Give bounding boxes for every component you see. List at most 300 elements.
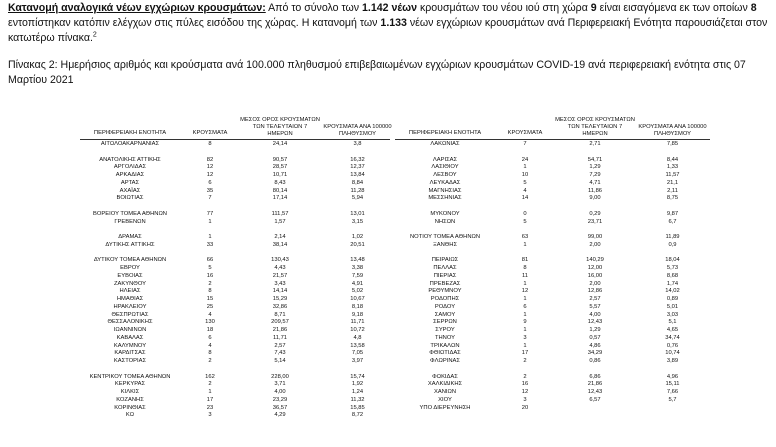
- table-row: [395, 257, 710, 263]
- region-name: ΠΕΙΡΑΙΩΣ: [431, 257, 459, 264]
- region-name: ΜΑΓΝΗΣΙΑΣ: [428, 187, 462, 194]
- table-row: [395, 405, 710, 411]
- region-name: ΚΙΛΚΙΣ: [120, 389, 140, 395]
- per-100k-cell: 8,18: [351, 303, 364, 310]
- seven-day-avg-cell: 4,86: [589, 342, 601, 349]
- region-name: ΜΕΣΣΗΝΙΑΣ: [428, 195, 462, 202]
- table-row: [80, 188, 395, 194]
- table-row: [80, 234, 395, 240]
- table-row: [80, 397, 395, 403]
- seven-day-avg-cell: 24,14: [272, 141, 288, 147]
- region-name: ΣΑΜΟΥ: [434, 311, 456, 318]
- table-row: [80, 257, 395, 263]
- seven-day-avg-cell: 5,14: [274, 358, 286, 364]
- seven-day-avg-cell: 54,71: [587, 156, 603, 163]
- table-row: [80, 296, 395, 302]
- table-row: [395, 180, 710, 186]
- per-100k-cell: 9,18: [351, 311, 364, 318]
- table-row: [80, 381, 395, 387]
- per-100k-cell: 4,8: [353, 334, 362, 341]
- region-name: ΑΝΑΤΟΛΙΚΗΣ ΑΤΤΙΚΗΣ: [99, 156, 161, 163]
- table-row: [80, 288, 395, 294]
- cases-cell: 1: [523, 311, 527, 318]
- cases-cell: 1: [208, 389, 212, 395]
- table-row: [395, 265, 710, 271]
- seven-day-avg-cell: 99,00: [587, 234, 603, 240]
- cases-cell: 1: [208, 218, 212, 225]
- region-name: ΠΙΕΡΙΑΣ: [433, 272, 457, 279]
- cases-cell: 1: [523, 327, 527, 333]
- intro-text-2: κρουσμάτων του νέου ιού στη χώρα: [417, 2, 591, 14]
- seven-day-avg-cell: 28,57: [272, 164, 288, 171]
- table-row: [395, 242, 710, 248]
- per-100k-cell: 8,68: [666, 272, 679, 279]
- cases-cell: 24: [521, 156, 529, 163]
- seven-day-avg-cell: 4,71: [589, 179, 601, 186]
- table-row: [80, 350, 395, 356]
- region-name: ΘΕΣΣΑΛΟΝΙΚΗΣ: [107, 319, 153, 326]
- per-100k-cell: 0,9: [668, 241, 677, 248]
- header-per100k-line-1: ΚΡΟΥΣΜΑΤΑ ΑΝΑ 100000: [638, 124, 707, 130]
- cases-cell: 4: [208, 342, 212, 349]
- cases-cell: 15: [206, 296, 214, 302]
- region-name: ΚΕΝΤΡΙΚΟΥ ΤΟΜΕΑ ΑΘΗΝΩΝ: [89, 373, 171, 380]
- cases-cell: 17: [206, 396, 214, 403]
- seven-day-avg-cell: 17,14: [272, 195, 288, 202]
- intro-text-4: εντοπίστηκαν κατόπιν ελέγχων στις πύλες εισόδου της χώρας. Η κατανομή των: [8, 17, 381, 30]
- per-100k-cell: 13,01: [350, 210, 365, 217]
- per-100k-cell: 0,76: [666, 342, 679, 349]
- per-100k-cell: 1,92: [351, 381, 364, 388]
- seven-day-avg-cell: 10,71: [272, 172, 288, 178]
- region-name: ΕΥΒΟΙΑΣ: [117, 272, 143, 279]
- seven-day-avg-cell: 6,57: [589, 396, 601, 403]
- seven-day-avg-cell: 16,00: [587, 272, 603, 279]
- per-100k-cell: 2,11: [667, 187, 678, 194]
- seven-day-avg-cell: 0,86: [589, 358, 601, 364]
- per-100k-cell: 0,89: [666, 296, 679, 302]
- per-100k-cell: 8,44: [666, 156, 679, 163]
- table-caption: Πίνακας 2: Ημερήσιος αριθμός και κρούσματα ανά 100.000 πληθυσμού επιβεβαιωμένων εγχώριων κρουσμάτων COVID-19 ανά περιφερειακή ενότητα στις 07 Μαρτίου 2021: [8, 59, 746, 86]
- per-100k-cell: 8,84: [351, 179, 364, 186]
- cases-cell: 77: [206, 210, 214, 217]
- cases-cell: 162: [205, 373, 215, 380]
- seven-day-avg-cell: 2,57: [589, 296, 601, 302]
- header-cases: ΚΡΟΥΣΜΑΤΑ: [192, 130, 228, 136]
- table-row: [395, 234, 710, 240]
- cases-cell: 16: [521, 381, 529, 388]
- region-name: ΞΑΝΘΗΣ: [432, 241, 458, 248]
- cases-cell: 3: [523, 396, 527, 403]
- table-row: [395, 281, 710, 287]
- intro-text-1: Από το σύνολο των: [265, 2, 363, 14]
- cases-cell: 9: [523, 319, 527, 326]
- seven-day-avg-cell: 5,57: [589, 303, 601, 310]
- cases-cell: 35: [206, 187, 214, 194]
- per-100k-cell: 20,51: [350, 241, 365, 248]
- seven-day-avg-cell: 3,43: [274, 280, 286, 287]
- header-per100k-line-1: ΚΡΟΥΣΜΑΤΑ ΑΝΑ 100000: [323, 124, 392, 130]
- region-name: ΗΛΕΙΑΣ: [119, 288, 141, 295]
- table-row: [395, 211, 710, 217]
- per-100k-cell: 10,67: [350, 296, 365, 302]
- region-name: ΡΟΔΟΥ: [434, 303, 456, 310]
- cases-cell: 1: [208, 234, 212, 240]
- cases-cell: 2: [208, 381, 212, 388]
- per-100k-cell: 1,33: [666, 164, 679, 171]
- region-name: ΦΛΩΡΙΝΑΣ: [430, 358, 460, 364]
- region-name: ΧΑΝΙΩΝ: [433, 389, 457, 395]
- region-name: ΑΡΤΑΣ: [120, 179, 140, 186]
- table-row: [395, 172, 710, 178]
- cases-cell: 23: [206, 404, 214, 411]
- per-100k-cell: 1,02: [351, 234, 364, 240]
- region-name: ΚΑΒΑΛΑΣ: [116, 334, 144, 341]
- region-name: ΓΡΕΒΕΝΩΝ: [114, 218, 146, 225]
- seven-day-avg-cell: 2,14: [274, 234, 286, 240]
- region-name: ΛΑΡΙΣΑΣ: [432, 156, 458, 163]
- region-name: ΛΑΣΙΘΙΟΥ: [431, 164, 459, 171]
- table-row: [80, 405, 395, 411]
- per-100k-cell: 16,32: [350, 156, 365, 163]
- seven-day-avg-cell: 4,00: [274, 389, 286, 395]
- per-100k-cell: 1,24: [351, 389, 364, 395]
- cases-cell: 7: [523, 141, 527, 147]
- region-name: ΣΕΡΡΩΝ: [433, 319, 457, 326]
- header-unit: ΠΕΡΙΦΕΡΕΙΑΚΗ ΕΝΟΤΗΤΑ: [93, 130, 167, 136]
- region-name: ΡΟΔΟΠΗΣ: [430, 296, 460, 302]
- table-row: [80, 327, 395, 333]
- imported-count: 9: [590, 2, 597, 14]
- per-100k-cell: 15,11: [665, 381, 680, 388]
- per-100k-cell: 7,59: [351, 272, 364, 279]
- seven-day-avg-cell: 14,14: [272, 288, 288, 295]
- cases-cell: 5: [208, 265, 212, 271]
- seven-day-avg-cell: 1,29: [589, 164, 601, 171]
- cases-cell: 11: [521, 272, 529, 279]
- region-name: ΛΕΥΚΑΔΑΣ: [429, 179, 461, 186]
- region-name: ΥΠΟ ΔΙΕΡΕΥΝΗΣΗ: [419, 404, 471, 411]
- per-100k-cell: 9,87: [666, 210, 679, 217]
- cases-cell: 8: [208, 288, 212, 295]
- seven-day-avg-cell: 21,86: [587, 381, 603, 388]
- header-avg-line-2: ΤΩΝ ΤΕΛΕΥΤΑΙΩΝ 7: [252, 124, 308, 130]
- region-name: ΙΩΑΝΝΙΝΩΝ: [113, 327, 147, 333]
- cases-cell: 82: [206, 156, 214, 163]
- seven-day-avg-cell: 8,43: [274, 179, 286, 186]
- per-100k-cell: 21,1: [666, 179, 679, 186]
- cases-cell: 20: [521, 404, 529, 411]
- table-row: [395, 296, 710, 302]
- seven-day-avg-cell: 209,57: [271, 319, 289, 326]
- seven-day-avg-cell: 36,57: [272, 404, 288, 411]
- cases-cell: 7: [208, 195, 212, 202]
- per-100k-cell: 8,75: [666, 195, 679, 202]
- footnote-mark: 2: [92, 31, 97, 39]
- seven-day-avg-cell: 3,71: [274, 381, 286, 388]
- region-name: ΛΕΣΒΟΥ: [433, 172, 457, 178]
- per-100k-cell: 3,89: [666, 358, 679, 364]
- header-divider-left: [80, 139, 390, 140]
- per-100k-cell: 13,48: [350, 257, 365, 264]
- table-row: [80, 172, 395, 178]
- per-100k-cell: 4,96: [666, 373, 679, 380]
- region-name: ΧΙΟΥ: [438, 396, 452, 403]
- seven-day-avg-cell: 228,00: [271, 373, 289, 380]
- header-per100k-line-2: ΠΛΗΘΥΣΜΟΥ: [338, 131, 377, 137]
- per-100k-cell: 7,66: [666, 389, 679, 395]
- seven-day-avg-cell: 38,14: [272, 241, 288, 248]
- table-row: [395, 312, 710, 318]
- table-row: [395, 319, 710, 325]
- region-name: ΒΟΡΕΙΟΥ ΤΟΜΕΑ ΑΘΗΝΩΝ: [93, 210, 167, 217]
- per-100k-cell: 11,28: [350, 187, 365, 194]
- region-name: ΑΧΑΪΑΣ: [119, 187, 141, 194]
- per-100k-cell: 10,74: [665, 350, 680, 357]
- table-row: [80, 281, 395, 287]
- cases-cell: 8: [523, 265, 527, 271]
- cases-cell: 1: [523, 280, 527, 287]
- seven-day-avg-cell: 21,57: [272, 272, 288, 279]
- per-100k-cell: 34,74: [665, 334, 680, 341]
- region-name: ΛΑΚΩΝΙΑΣ: [430, 141, 460, 147]
- cases-cell: 1: [523, 164, 527, 171]
- per-100k-cell: 5,73: [666, 265, 679, 271]
- cases-cell: 1: [523, 241, 527, 248]
- cases-cell: 14: [521, 195, 529, 202]
- region-name: ΖΑΚΥΝΘΟΥ: [113, 280, 147, 287]
- region-name: ΕΒΡΟΥ: [120, 265, 140, 271]
- per-100k-cell: 5,94: [351, 195, 364, 202]
- region-name: ΤΡΙΚΑΛΩΝ: [430, 342, 460, 349]
- cases-cell: 130: [205, 319, 215, 326]
- seven-day-avg-cell: 12,00: [587, 265, 603, 271]
- header-avg-line-1: ΜΕΣΟΣ ΟΡΟΣ ΚΡΟΥΣΜΑΤΩΝ: [240, 117, 320, 123]
- region-name: ΚΑΡΔΙΤΣΑΣ: [114, 350, 146, 357]
- table-row: [395, 304, 710, 310]
- seven-day-avg-cell: 80,14: [272, 187, 288, 194]
- per-100k-cell: 13,84: [350, 172, 365, 178]
- seven-day-avg-cell: 2,57: [274, 342, 286, 349]
- header-unit: ΠΕΡΙΦΕΡΕΙΑΚΗ ΕΝΟΤΗΤΑ: [408, 130, 482, 136]
- region-name: ΠΕΛΛΑΣ: [433, 265, 457, 271]
- per-100k-cell: 7,85: [666, 141, 679, 147]
- intro-paragraph: [8, 1, 768, 47]
- cases-cell: 3: [523, 334, 527, 341]
- header-per100k-line-2: ΠΛΗΘΥΣΜΟΥ: [653, 131, 692, 137]
- region-name: ΚΟΡΙΝΘΙΑΣ: [114, 404, 146, 411]
- table-row: [395, 141, 710, 147]
- region-name: ΔΡΑΜΑΣ: [118, 234, 142, 240]
- table-row: [395, 157, 710, 163]
- seven-day-avg-cell: 0,57: [589, 334, 601, 341]
- cases-cell: 4: [208, 311, 212, 318]
- cases-cell: 66: [206, 257, 214, 264]
- cases-cell: 17: [521, 350, 529, 357]
- seven-day-avg-cell: 2,00: [589, 241, 601, 248]
- cases-cell: 8: [208, 350, 212, 357]
- per-100k-cell: 7,05: [351, 350, 364, 357]
- seven-day-avg-cell: 7,43: [274, 350, 286, 357]
- total-new-cases: 1.142 νέων: [362, 2, 417, 14]
- table-row: [395, 327, 710, 333]
- seven-day-avg-cell: 21,86: [272, 327, 288, 333]
- seven-day-avg-cell: 2,71: [589, 141, 601, 147]
- seven-day-avg-cell: 32,86: [272, 303, 288, 310]
- region-name: ΚΑΛΥΜΝΟΥ: [113, 342, 147, 349]
- table-row: [80, 312, 395, 318]
- per-100k-cell: 18,04: [665, 257, 680, 264]
- region-name: ΑΙΤΩΛΟΑΚΑΡΝΑΝΙΑΣ: [100, 141, 160, 147]
- table-row: [80, 358, 395, 364]
- table-row: [80, 319, 395, 325]
- per-100k-cell: 5,7: [668, 396, 677, 403]
- cases-cell: 6: [523, 303, 527, 310]
- table-row: [395, 195, 710, 201]
- region-name: ΝΟΤΙΟΥ ΤΟΜΕΑ ΑΘΗΝΩΝ: [409, 234, 481, 240]
- table-row: [80, 164, 395, 170]
- region-name: ΧΑΛΚΙΔΙΚΗΣ: [427, 381, 463, 388]
- region-name: ΠΡΕΒΕΖΑΣ: [429, 280, 461, 287]
- region-name: ΜΥΚΟΝΟΥ: [430, 210, 460, 217]
- table-row: [80, 273, 395, 279]
- seven-day-avg-cell: 23,29: [272, 396, 288, 403]
- per-100k-cell: 4,91: [351, 280, 364, 287]
- header-left: [80, 113, 395, 136]
- seven-day-avg-cell: 1,57: [274, 218, 286, 225]
- table-row: [395, 343, 710, 349]
- seven-day-avg-cell: 0,29: [589, 210, 601, 217]
- per-100k-cell: 10,72: [350, 327, 365, 333]
- seven-day-avg-cell: 111,57: [271, 210, 289, 217]
- region-name: ΚΟΖΑΝΗΣ: [116, 396, 144, 403]
- cases-cell: 2: [208, 280, 212, 287]
- cases-cell: 16: [206, 272, 214, 279]
- header-right: [395, 113, 710, 136]
- region-name: ΣΥΡΟΥ: [435, 327, 455, 333]
- intro-heading: Κατανομή αναλογικά νέων εγχώριων κρουσμάτων:: [8, 2, 266, 14]
- cases-cell: 1: [523, 296, 527, 302]
- seven-day-avg-cell: 4,00: [589, 311, 601, 318]
- per-100k-cell: 3,03: [666, 311, 679, 318]
- table-row: [395, 358, 710, 364]
- region-name: ΚΕΡΚΥΡΑΣ: [114, 381, 146, 388]
- per-100k-cell: 3,97: [351, 358, 364, 364]
- table-row: [80, 141, 395, 147]
- cases-cell: 3: [208, 412, 212, 419]
- header-avg-line-2: ΤΩΝ ΤΕΛΕΥΤΑΙΩΝ 7: [567, 124, 623, 130]
- per-100k-cell: 15,74: [350, 373, 365, 380]
- cases-cell: 2: [523, 373, 527, 380]
- seven-day-avg-cell: 4,29: [274, 412, 286, 419]
- header-avg-line-1: ΜΕΣΟΣ ΟΡΟΣ ΚΡΟΥΣΜΑΤΩΝ: [555, 117, 635, 123]
- table-row: [395, 219, 710, 225]
- header-divider-right: [395, 139, 710, 140]
- per-100k-cell: 3,38: [351, 265, 364, 271]
- seven-day-avg-cell: 7,29: [589, 172, 601, 178]
- table-row: [80, 304, 395, 310]
- region-name: ΚΩ: [125, 412, 135, 419]
- per-100k-cell: 3,15: [351, 218, 364, 225]
- table-row: [80, 211, 395, 217]
- per-100k-cell: 1,74: [666, 280, 679, 287]
- seven-day-avg-cell: 9,00: [589, 195, 601, 202]
- cases-cell: 5: [523, 179, 527, 186]
- per-100k-cell: 13,58: [350, 342, 365, 349]
- cases-cell: 12: [206, 164, 214, 171]
- table-row: [395, 164, 710, 170]
- seven-day-avg-cell: 4,43: [274, 265, 286, 271]
- cases-cell: 8: [208, 141, 212, 147]
- table-row: [80, 195, 395, 201]
- seven-day-avg-cell: 1,29: [589, 327, 601, 333]
- table-row: [80, 335, 395, 341]
- region-name: ΔΥΤΙΚΗΣ ΑΤΤΙΚΗΣ: [105, 241, 155, 248]
- header-avg-line-3: ΗΜΕΡΩΝ: [267, 131, 293, 137]
- seven-day-avg-cell: 12,43: [587, 319, 603, 326]
- table-row: [395, 188, 710, 194]
- per-100k-cell: 5,01: [666, 303, 679, 310]
- region-name: ΑΡΓΟΛΙΔΑΣ: [113, 164, 147, 171]
- table-row: [80, 343, 395, 349]
- cases-cell: 1: [523, 342, 527, 349]
- per-100k-cell: 11,71: [350, 319, 365, 326]
- per-100k-cell: 5,1: [668, 319, 677, 326]
- per-100k-cell: 11,57: [665, 172, 680, 178]
- region-name: ΚΑΣΤΟΡΙΑΣ: [113, 358, 147, 364]
- cases-cell: 2: [523, 358, 527, 364]
- table-row: [395, 288, 710, 294]
- region-name: ΔΥΤΙΚΟΥ ΤΟΜΕΑ ΑΘΗΝΩΝ: [93, 257, 167, 264]
- region-name: ΗΜΑΘΙΑΣ: [116, 296, 144, 302]
- per-100k-cell: 4,65: [666, 327, 679, 333]
- seven-day-avg-cell: 11,86: [587, 187, 603, 194]
- table-row: [395, 374, 710, 380]
- cases-cell: 0: [523, 210, 527, 217]
- table-row: [80, 219, 395, 225]
- seven-day-avg-cell: 23,71: [587, 218, 603, 225]
- table-row: [80, 242, 395, 248]
- seven-day-avg-cell: 12,43: [587, 389, 603, 395]
- intro-text-3: είναι εισαγόμενα εκ των οποίων: [596, 2, 751, 14]
- seven-day-avg-cell: 2,00: [589, 280, 601, 287]
- table-row: [395, 397, 710, 403]
- cases-cell: 12: [521, 288, 529, 295]
- table-row: [80, 374, 395, 380]
- cases-cell: 25: [206, 303, 214, 310]
- seven-day-avg-cell: 8,71: [274, 311, 286, 318]
- table-row: [80, 389, 395, 395]
- per-100k-cell: 8,72: [351, 412, 364, 419]
- seven-day-avg-cell: 34,29: [587, 350, 603, 357]
- seven-day-avg-cell: 6,86: [589, 373, 601, 380]
- intro-text-5: νέων εγχώριων κρουσμάτων ανά Περιφερειακή Ενότητα παρουσιάζεται στον κατωτέρω πίνακα.: [8, 17, 768, 45]
- table-row: [395, 381, 710, 387]
- per-100k-cell: 6,7: [668, 218, 677, 225]
- cases-cell: 63: [521, 234, 529, 240]
- region-name: ΝΗΣΩΝ: [434, 218, 456, 225]
- region-name: ΡΕΘΥΜΝΟΥ: [428, 288, 462, 295]
- per-100k-cell: 3,8: [353, 141, 362, 147]
- local-count: 1.133: [380, 17, 407, 30]
- region-name: ΑΡΚΑΔΙΑΣ: [115, 172, 145, 178]
- table-row: [395, 335, 710, 341]
- region-name: ΦΘΙΩΤΙΔΑΣ: [429, 350, 461, 357]
- seven-day-avg-cell: 130,43: [271, 257, 289, 264]
- per-100k-cell: 14,02: [665, 288, 680, 295]
- per-100k-cell: 11,32: [350, 396, 365, 403]
- seven-day-avg-cell: 90,57: [272, 156, 288, 163]
